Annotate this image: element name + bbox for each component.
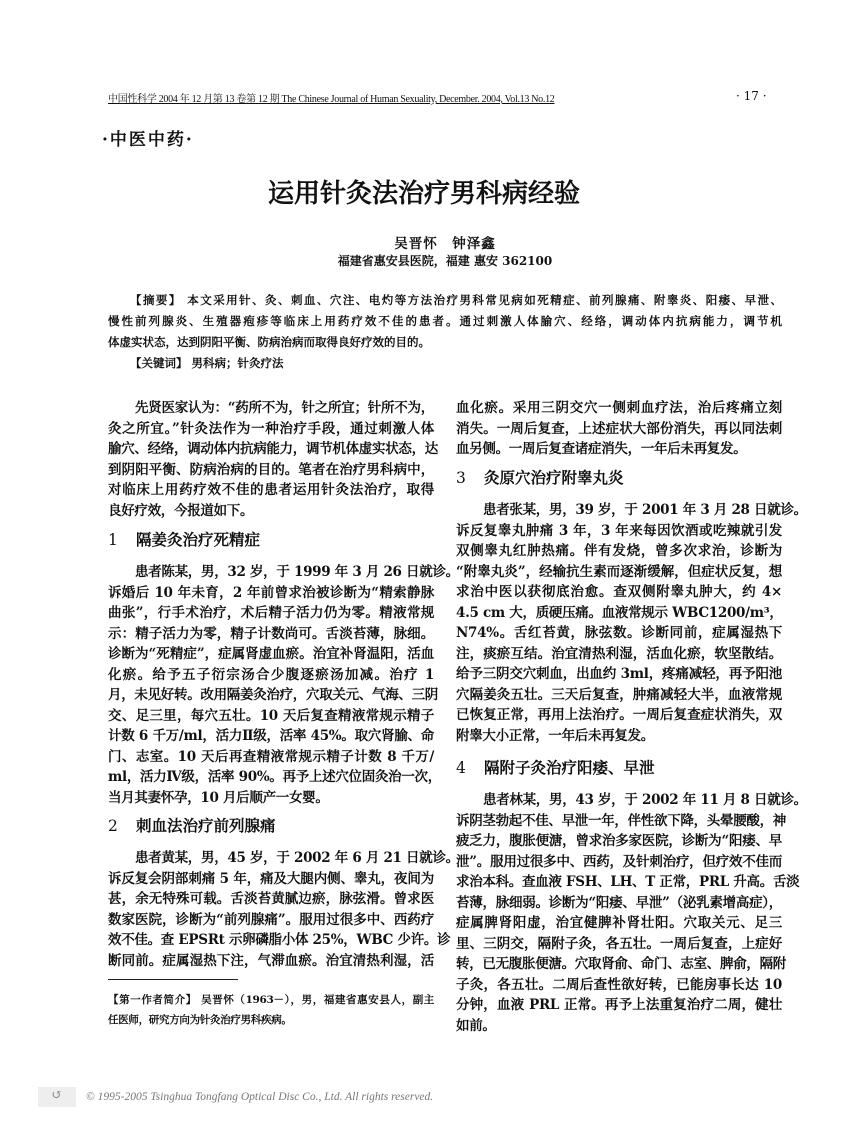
text-line: 症属脾肾阳虚，治宜健脾补肾壮阳。穴取关元、足三 [456, 915, 782, 931]
section-4-body [456, 790, 807, 1036]
text-line: 患者林某，男，43 岁，于 2002 年 11 月 8 日就诊。 [483, 792, 807, 808]
running-header: 中国性科学 2004 年 12 月第 13 卷第 12 期 The Chinese Journal of Human Sexuality, December. 2004, Vol.13 No.12 [108, 94, 555, 105]
text-line: 疲乏力，腹胀便溏，曾求治多家医院，诊断为“阳痿、早 [456, 833, 782, 849]
section-1-body [108, 562, 459, 808]
text-line: 到阴阳平衡、防病治病的目的。笔者在治疗男科病中， [108, 461, 434, 478]
text-line: 诉反复睾丸肿痛 3 年，3 年来每因饮酒或吃辣就引发 [456, 522, 782, 539]
text-line: 诉阴茎勃起不佳、早泄一年，伴性欲下降，头晕腰酸，神 [456, 812, 786, 829]
text-line: 计数 6 千万/ml，活力Ⅱ级，活率 45%。取穴肾腧、命 [108, 728, 434, 744]
text-line: 泄”。服用过很多中、西药，及针刺治疗，但疗效不佳而 [456, 853, 782, 870]
text-line: 血另侧。一周后复查诸症消失，一年后未再复发。 [456, 441, 747, 457]
text-line: 穴隔姜灸五壮。三天后复查，肿痛减轻大半，血液常规 [456, 686, 782, 703]
text-line: 求治中医以获彻底治愈。查双侧附睾丸肿大，约 4× [456, 584, 782, 600]
text-line: 双侧睾丸红肿热痛。伴有发烧，曾多次求治，诊断为 [456, 543, 782, 559]
section-heading-4 [456, 758, 655, 779]
text-line: 数家医院，诊断为“前列腺痛”。服用过很多中、西药疗 [108, 911, 434, 928]
copyright-text: © 1995-2005 Tsinghua Tongfang Optical Disc Co., Ltd. All rights reserved. [86, 1091, 434, 1103]
text-line: 如前。 [456, 1017, 496, 1034]
text-line: 子灸，各五壮。二周后查性欲好转，已能房事长达 10 [456, 976, 782, 993]
text-line: 患者陈某，男，32 岁，于 1999 年 3 月 26 日就诊。 [135, 564, 459, 580]
text-line: 患者张某，男，39 岁，于 2001 年 3 月 28 日就诊。 [483, 502, 807, 518]
text-line: 当月其妻怀孕，10 月后顺产一女婴。 [108, 789, 329, 806]
abstract [108, 290, 782, 374]
text-line: 已恢复正常，再用上法治疗。一周后复查症状消失，双 [456, 707, 782, 723]
publisher-logo-icon: ↺ [38, 1087, 76, 1107]
text-line: 先贤医家认为：“药所不为，针之所宜；针所不为， [135, 400, 434, 416]
text-line: 消失。一周后复查，上述症状大部份消失，再以同法刺 [456, 420, 782, 437]
footer [38, 1087, 433, 1107]
article-title: 运用针灸法治疗男科病经验 [267, 179, 580, 209]
section-title: 灸原穴治疗附睾丸炎 [484, 468, 624, 487]
text-line: 给予三阴交穴刺血，出血约 3ml，疼痛减轻，再予阳池 [456, 666, 782, 682]
left-column [108, 398, 438, 521]
section-2-body [108, 848, 459, 971]
footnote-rule [108, 979, 238, 980]
text-line: 诉反复会阴部刺痛 5 年，痛及大腿内侧、睾丸，夜间为 [108, 870, 434, 887]
text-line: 转，已无腹胀便溏。穴取肾俞、命门、志室、脾俞，隔附 [456, 956, 786, 972]
text-line: 患者黄某，男，45 岁，于 2002 年 6 月 21 日就诊。 [135, 850, 459, 866]
section-number: 2 [108, 817, 118, 835]
section-label: ·中医中药· [102, 130, 194, 150]
keywords: 【关键词】 男科病；针灸疗法 [130, 356, 284, 370]
text-line: 灸之所宜。”针灸法作为一种治疗手段，通过刺激人体 [108, 420, 434, 437]
affiliation: 福建省惠安县医院，福建 惠安 362100 [337, 254, 553, 268]
text-line: 分钟，血液 PRL 正常。再予上法重复治疗二周，健壮 [456, 997, 782, 1013]
section-3-body [456, 500, 807, 746]
section-title: 刺血法治疗前列腺痛 [136, 816, 276, 835]
text-line: 苔薄，脉细弱。诊断为“阳痿、早泄”（泌乳素增高症）， [456, 894, 782, 911]
abstract-line: 体虚实状态，达到阴阳平衡、防病治病而取得良好疗效的目的。 [108, 335, 430, 349]
section-number: 1 [108, 531, 118, 549]
section-number: 3 [456, 469, 466, 487]
text-line: “附睾丸炎”，经输抗生素而逐渐缓解，但症状反复，想 [456, 563, 782, 580]
text-line: 效不佳。查 EPSRt 示卵磷脂小体 25%，WBC 少许。诊 [108, 932, 451, 948]
text-line: 交、足三里，每穴五壮。10 天后复查精液常规示精子 [108, 707, 434, 724]
author-footnote [108, 990, 434, 1030]
text-line: 诉婚后 10 年未育，2 年前曾求治被诊断为“精索静脉 [108, 584, 434, 601]
text-line: 甚，余无特殊可载。舌淡苔黄腻边瘀，脉弦滑。曾求医 [108, 891, 434, 907]
section-title: 隔附子灸治疗阳痿、早泄 [484, 758, 655, 777]
text-line: 注，痰瘀互结。治宜清热利湿，活血化瘀，软坚散结。 [456, 645, 782, 662]
text-line: 附睾大小正常，一年后未再复发。 [456, 727, 654, 744]
text-line: 4.5 cm 大，质硬压痛。血液常规示 WBC1200/m³， [456, 604, 783, 621]
authors: 吴晋怀 钟泽鑫 [394, 236, 496, 252]
text-line: N74%。舌红苔黄，脉弦数。诊断同前，症属湿热下 [456, 625, 782, 641]
text-line: 化瘀。给予五子衍宗汤合少腹逐瘀汤加减。治疗 1 [108, 666, 434, 683]
section-heading-1 [108, 530, 260, 551]
text-line: 曲张”，行手术治疗，术后精子活力仍为零。精液常规 [108, 605, 434, 621]
section-heading-3 [456, 468, 624, 489]
text-line: 腧穴、经络，调动体内抗病能力，调节机体虚实状态，达 [108, 441, 438, 457]
abstract-line: 【摘要】 本文采用针、灸、刺血、穴注、电灼等方法治疗男科常见病如死精症、前列腺痛、附睾炎、阳痿、早泄、 [130, 293, 782, 307]
text-line: 门、志室。10 天后再查精液常规示精子计数 8 千万/ [108, 748, 434, 765]
text-line: 求治本科。查血液 FSH、LH、T 正常，PRL 升高。舌淡 [456, 874, 800, 890]
section-title: 隔姜灸治疗死精症 [136, 530, 261, 549]
section-heading-2 [108, 816, 276, 837]
footnote-line: 【第一作者简介】 吴晋怀（1963－），男，福建省惠安县人，副主 [108, 994, 434, 1006]
text-line: 断同前。症属湿热下注，气滞血瘀。治宜清热利湿，活 [108, 952, 434, 969]
abstract-line: 慢性前列腺炎、生殖器疱疹等临床上用药疗效不佳的患者。通过刺激人体腧穴、经络，调动体内抗病能力，调节机 [108, 314, 782, 328]
page-number: · 17 · [736, 89, 767, 103]
text-line: 示：精子活力为零，精子计数尚可。舌淡苔薄，脉细。 [108, 625, 434, 642]
text-line: 血化瘀。采用三阴交穴一侧刺血疗法，治后疼痛立刻 [456, 400, 782, 416]
text-line: 月，未见好转。改用隔姜灸治疗，穴取关元、气海、三阴 [108, 687, 438, 703]
text-line: 里、三阴交，隔附子灸，各五壮。一周后复查，上症好 [456, 935, 782, 952]
text-line: ml，活力Ⅳ级，活率 90%。再予上述穴位固灸治一次， [108, 769, 441, 785]
section-number: 4 [456, 759, 466, 777]
text-line: 诊断为“死精症”，症属肾虚血瘀。治宜补肾温阳，活血 [108, 646, 434, 662]
text-line: 对临床上用药疗效不佳的患者运用针灸法治疗，取得 [108, 482, 434, 498]
footnote-line: 任医师，研究方向为针灸治疗男科疾病。 [108, 1014, 292, 1026]
right-column-continuation [456, 398, 782, 460]
text-line: 良好疗效，今报道如下。 [108, 502, 254, 519]
